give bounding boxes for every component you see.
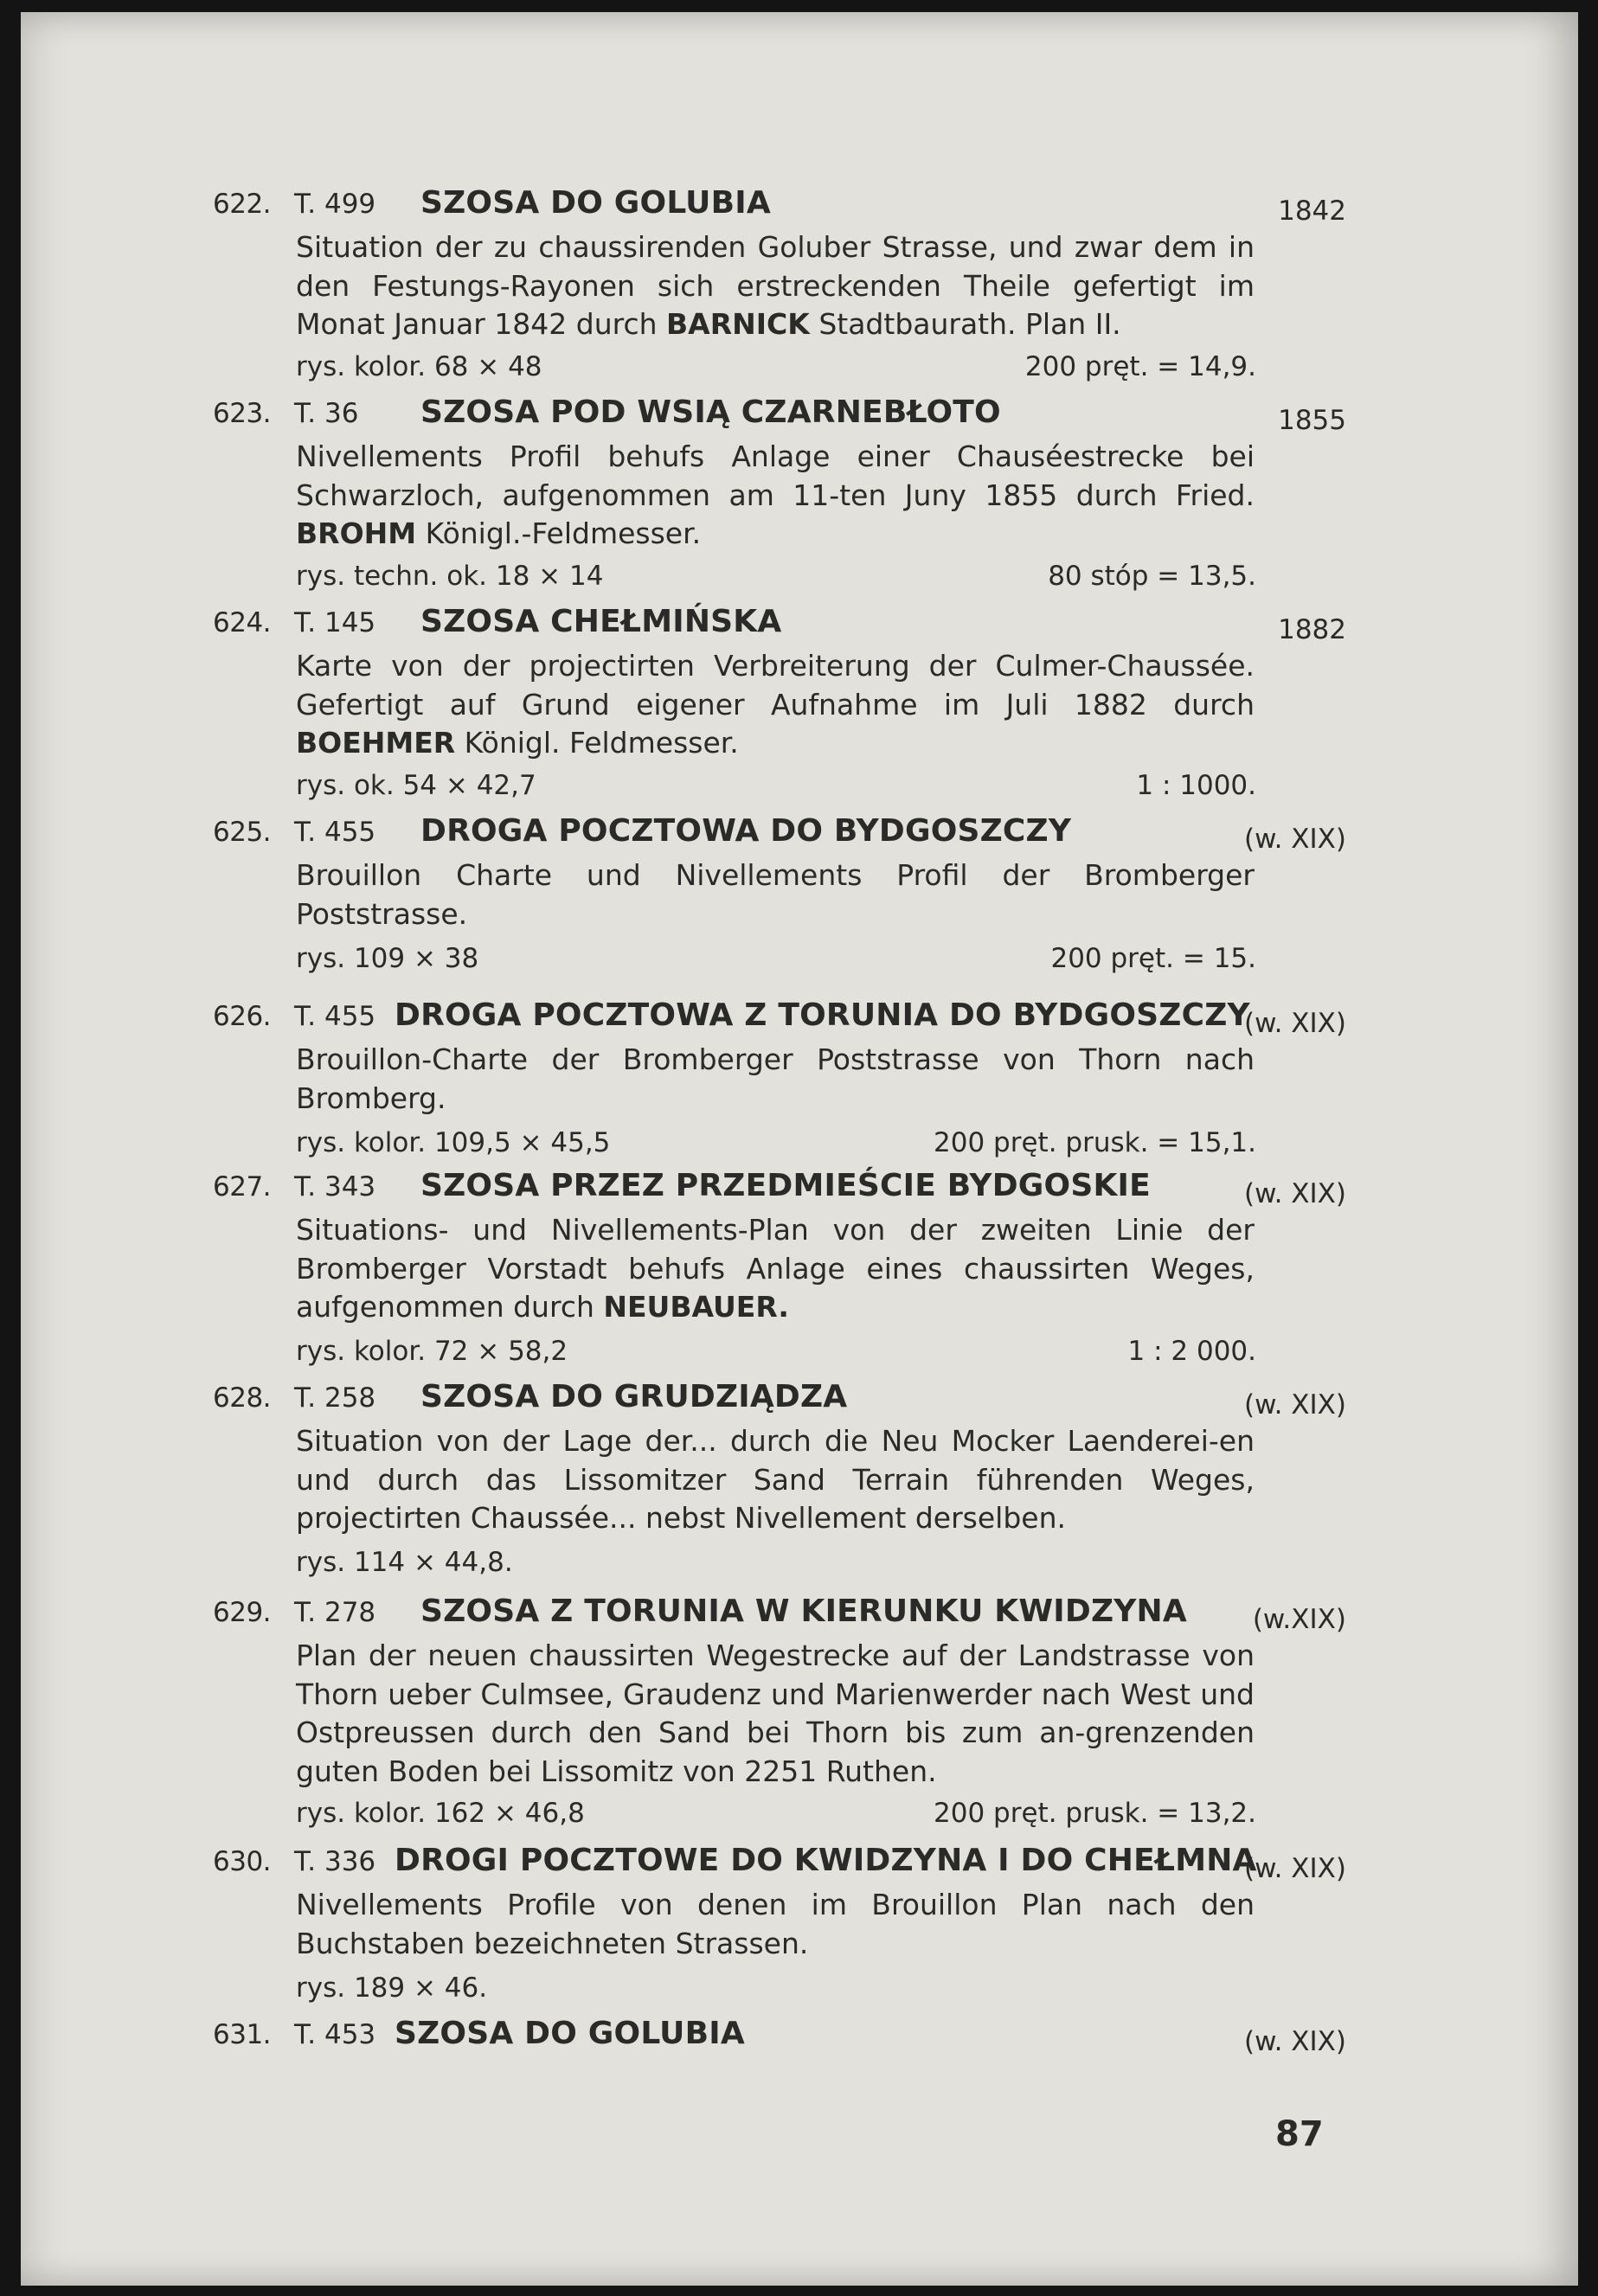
entry-number: 626. (213, 1001, 272, 1032)
entry-description: Nivellements Profil behufs Anlage einer Chauséestrecke bei Schwarzloch, aufgenommen am 11-ten Juny 1855 durch Fried. BROHM Königl.-Feldmesser. (296, 439, 1255, 550)
drawing-size: rys. 114 × 44,8. (296, 1547, 513, 1578)
entry-title: SZOSA DO GRUDZIĄDZA (420, 1379, 848, 1414)
entry-title: SZOSA DO GOLUBIA (420, 185, 771, 221)
entry-title: SZOSA PRZEZ PRZEDMIEŚCIE BYDGOSKIE (420, 1168, 1151, 1203)
entry-number: 623. (213, 398, 272, 429)
entry-reference: T. 145 (294, 607, 376, 638)
entry-description: Situation von der Lage der... durch die Neu Mocker Laenderei-en und durch das Lissomitzer Sand Terrain führenden Weges, projectirten Chaussée... nebst Nivellement derselben. (296, 1424, 1255, 1535)
author-name: BROHM (296, 516, 417, 550)
entry-date: (w. XIX) (1243, 1389, 1346, 1421)
drawing-size: rys. kolor. 109,5 × 45,5 (296, 1127, 611, 1158)
drawing-size: rys. 189 × 46. (296, 1972, 488, 2004)
drawing-size: rys. techn. ok. 18 × 14 (296, 561, 604, 592)
drawing-scale: 200 pręt. prusk. = 13,2. (934, 1798, 1256, 1829)
entry-number: 629. (213, 1597, 272, 1628)
drawing-scale: 1 : 1000. (1136, 770, 1256, 801)
entry-date: 1882 (1278, 614, 1346, 645)
page-number: 87 (1275, 2114, 1324, 2154)
entry-date: 1855 (1278, 405, 1346, 436)
book-page (21, 12, 1578, 2286)
entry-title: SZOSA POD WSIĄ CZARNEBŁOTO (420, 394, 1001, 430)
entry-reference: T. 36 (294, 398, 359, 429)
entry-reference: T. 258 (294, 1382, 376, 1414)
entry-number: 624. (213, 607, 272, 638)
entry-reference: T. 455 (294, 817, 376, 848)
entry-date: (w.XIX) (1252, 1604, 1346, 1635)
entry-description: Karte von der projectirten Verbreiterung der Culmer-Chaussée. Gefertigt auf Grund eigener Aufnahme im Juli 1882 durch BOEHMER Königl. Feldmesser. (296, 649, 1255, 760)
entry-title: DROGA POCZTOWA DO BYDGOSZCZY (420, 813, 1072, 849)
entry-date: (w. XIX) (1243, 1178, 1346, 1209)
author-name: NEUBAUER. (603, 1290, 789, 1324)
entry-reference: T. 453 (294, 2019, 376, 2050)
entry-number: 631. (213, 2019, 272, 2050)
entry-title: SZOSA CHEŁMIŃSKA (420, 604, 782, 639)
entry-title: SZOSA DO GOLUBIA (395, 2016, 745, 2051)
entry-title: DROGA POCZTOWA Z TORUNIA DO BYDGOSZCZY (395, 997, 1250, 1033)
entry-title: SZOSA Z TORUNIA W KIERUNKU KWIDZYNA (420, 1594, 1187, 1629)
entry-reference: T. 278 (294, 1597, 376, 1628)
entry-description: Plan der neuen chaussirten Wegestrecke auf der Landstrasse von Thorn ueber Culmsee, Graudenz und Marienwerder nach West und Ostpreussen durch den Sand bei Thorn bis zum an-grenzenden guten Boden bei Lissomitz von 2251 Ruthen. (296, 1639, 1255, 1788)
drawing-scale: 1 : 2 000. (1127, 1336, 1256, 1367)
drawing-size: rys. 109 × 38 (296, 943, 479, 974)
drawing-size: rys. ok. 54 × 42,7 (296, 770, 536, 801)
drawing-scale: 200 pręt. = 15. (1050, 943, 1256, 974)
drawing-size: rys. kolor. 72 × 58,2 (296, 1336, 568, 1367)
entry-reference: T. 499 (294, 189, 376, 220)
drawing-scale: 80 stóp = 13,5. (1048, 561, 1256, 592)
entry-description: Brouillon Charte und Nivellements Profil der Bromberger Poststrasse. (296, 858, 1255, 931)
drawing-scale: 200 pręt. = 14,9. (1024, 351, 1256, 382)
entry-date: (w. XIX) (1243, 1008, 1346, 1039)
entry-reference: T. 455 (294, 1001, 376, 1032)
entry-date: 1842 (1278, 196, 1346, 227)
entry-number: 622. (213, 189, 272, 220)
entry-title: DROGI POCZTOWE DO KWIDZYNA I DO CHEŁMNA (395, 1843, 1257, 1878)
drawing-scale: 200 pręt. prusk. = 15,1. (934, 1127, 1256, 1158)
entry-date: (w. XIX) (1243, 824, 1346, 855)
author-name: BOEHMER (296, 726, 456, 760)
entry-description: Brouillon-Charte der Bromberger Poststrasse von Thorn nach Bromberg. (296, 1042, 1255, 1115)
entry-number: 627. (213, 1171, 272, 1203)
entry-number: 625. (213, 817, 272, 848)
entry-reference: T. 336 (294, 1846, 376, 1877)
entry-date: (w. XIX) (1243, 1853, 1346, 1884)
entry-description: Situations- und Nivellements-Plan von der zweiten Linie der Bromberger Vorstadt behufs Anlage eines chaussirten Weges, aufgenommen durch NEUBAUER. (296, 1213, 1255, 1324)
drawing-size: rys. kolor. 162 × 46,8 (296, 1798, 585, 1829)
drawing-size: rys. kolor. 68 × 48 (296, 351, 542, 382)
entry-number: 628. (213, 1382, 272, 1414)
author-name: BARNICK (666, 307, 810, 341)
entry-description: Nivellements Profile von denen im Brouillon Plan nach den Buchstaben bezeichneten Strassen. (296, 1888, 1255, 1960)
entry-reference: T. 343 (294, 1171, 376, 1203)
entry-number: 630. (213, 1846, 272, 1877)
entry-description: Situation der zu chaussirenden Goluber Strasse, und zwar dem in den Festungs-Rayonen sich erstreckenden Theile gefertigt im Monat Januar 1842 durch BARNICK Stadtbaurath. Plan II. (296, 230, 1255, 341)
entry-date: (w. XIX) (1243, 2026, 1346, 2057)
